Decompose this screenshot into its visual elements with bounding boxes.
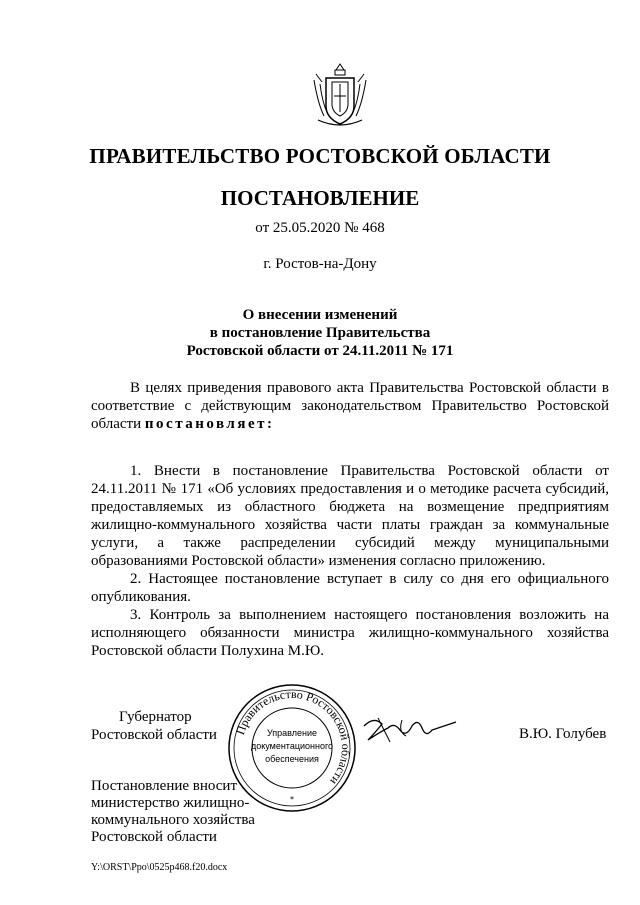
stamp-inner-line-2: документационного	[250, 741, 334, 751]
stamp-inner-line-3: обеспечения	[265, 754, 319, 764]
handwritten-signature	[360, 712, 460, 748]
document-city: г. Ростов-на-Дону	[263, 256, 377, 272]
resolution-item: 2. Настоящее постановление вступает в силу со дня его официального опубликования.	[91, 571, 609, 605]
svg-text:*: *	[290, 795, 294, 804]
note-line-3: коммунального хозяйства	[91, 812, 255, 828]
note-line-4: Ростовской области	[91, 829, 217, 845]
resolution-item: 1. Внести в постановление Правительства Ростовской области от 24.11.2011 № 171 «Об условиях предоставления и о методике расчета субсидий, предоставляемых из областного бюджета на возмещение предприятиям жилищно-коммунального хозяйства части платы граждан за коммунальные услуги, а также распределении субсидий между муниципальными образованиями Ростовской области» изменения согласно приложению.	[91, 463, 609, 569]
resolution-item: 3. Контроль за выполнением настоящего постановления возложить на исполняющего обязанности министра жилищно-коммунального хозяйства Ростовской области Полухина М.Ю.	[91, 607, 609, 659]
intro-paragraph	[91, 379, 609, 433]
note-line-2: министерство жилищно-	[91, 795, 250, 811]
subject-line-2: в постановление Правительства	[209, 325, 431, 341]
intro-text: В целях приведения правового акта Правительства Ростовской области в соответствие с действующим законодательством Правительство Ростовской области	[91, 380, 609, 432]
signatory-title-line-1: Губернатор	[119, 709, 192, 725]
decision-word: постановляет:	[144, 416, 275, 432]
subject-line-3: Ростовской области от 24.11.2011 № 171	[186, 343, 454, 359]
document-date-number: от 25.05.2020 № 468	[255, 220, 385, 236]
resolution-items	[91, 462, 609, 660]
signatory-title-line-2: Ростовской области	[91, 727, 217, 743]
note-line-1: Постановление вносит	[91, 778, 238, 794]
stamp-ring-text: Правительство Ростовской области	[233, 686, 354, 788]
file-path: Y:\ORST\Ppo\0525p468.f20.docx	[91, 862, 228, 873]
stamp-inner-line-1: Управление	[266, 728, 318, 738]
subject-line-1: О внесении изменений	[242, 307, 398, 323]
coat-of-arms-icon	[310, 60, 370, 132]
signatory-name: В.Ю. Голубев	[519, 726, 607, 742]
submitter-note	[91, 778, 255, 846]
government-title: ПРАВИТЕЛЬСТВО РОСТОВСКОЙ ОБЛАСТИ	[89, 144, 551, 168]
document-type: ПОСТАНОВЛЕНИЕ	[220, 186, 420, 210]
document-subject	[0, 306, 640, 360]
signatory-title	[91, 708, 217, 744]
